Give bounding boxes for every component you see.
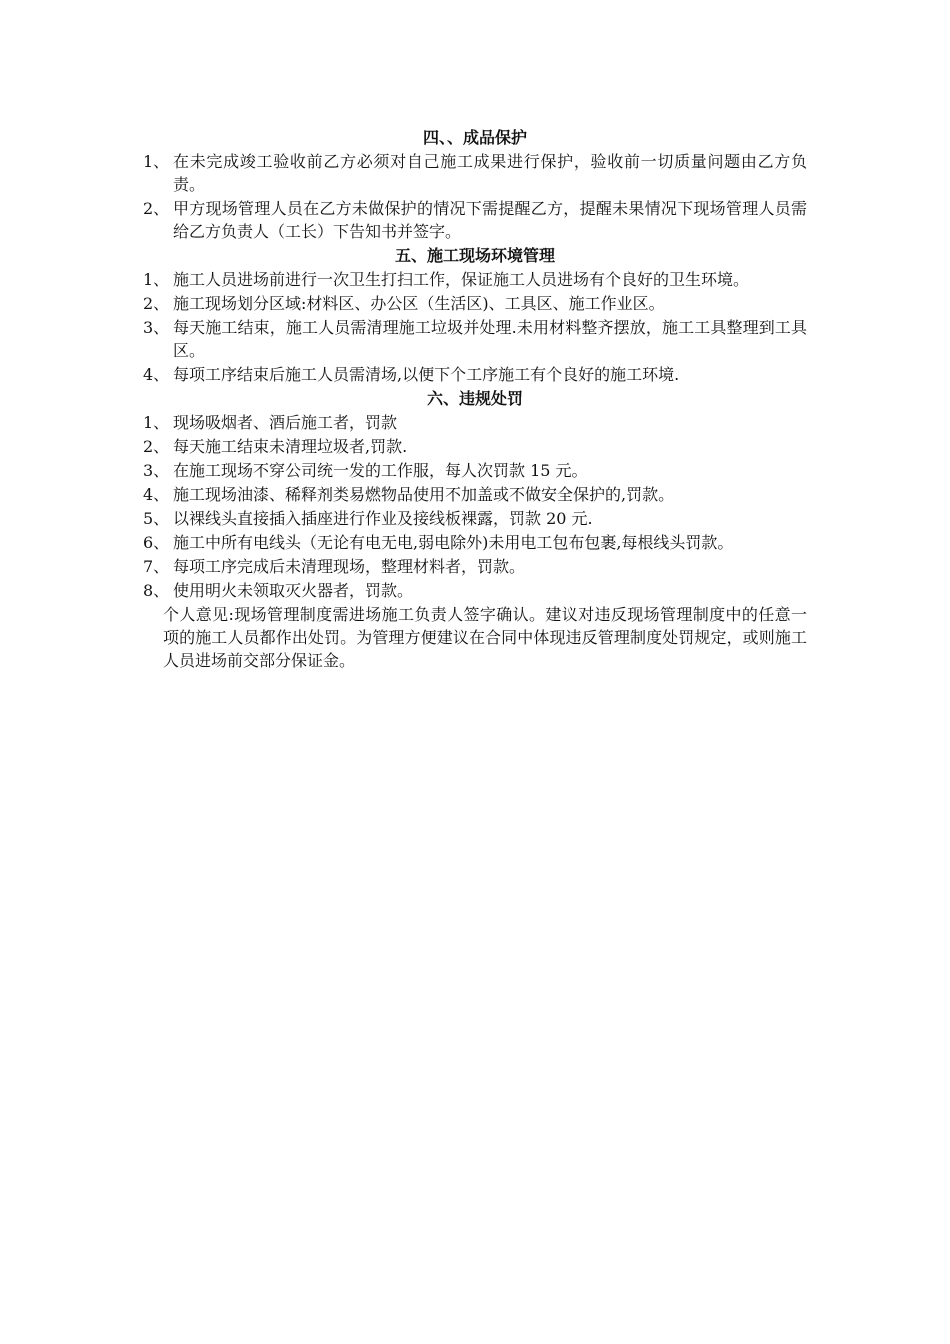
item-number: 4、 [143, 365, 170, 384]
item-text: 施工现场划分区域:材料区、办公区（生活区)、工具区、施工作业区。 [173, 294, 665, 313]
item-text: 现场吸烟者、酒后施工者，罚款 [173, 413, 398, 432]
list-item [143, 579, 807, 602]
list-item [143, 363, 807, 386]
section-title: 五、施工现场环境管理 [394, 246, 555, 265]
item-text: 每天施工结束，施工人员需清理施工垃圾并处理.未用材料整齐摆放，施工工具整理到工具区。 [173, 318, 807, 360]
list-item [143, 531, 807, 554]
item-text: 在施工现场不穿公司统一发的工作服，每人次罚款 15 元。 [173, 461, 588, 480]
item-number: 1、 [143, 413, 170, 432]
section-site-environment [143, 244, 807, 386]
list-item [143, 150, 807, 196]
item-text: 每天施工结束未清理垃圾者,罚款. [173, 437, 408, 456]
list-item [143, 411, 807, 434]
item-text: 每项工序结束后施工人员需清场,以便下个工序施工有个良好的施工环境. [173, 365, 680, 384]
item-text: 甲方现场管理人员在乙方未做保护的情况下需提醒乙方，提醒未果情况下现场管理人员需给乙方负责人（工长）下告知书并签字。 [173, 199, 807, 241]
item-number: 5、 [143, 509, 170, 528]
document-page [143, 126, 807, 672]
item-text: 使用明火未领取灭火器者，罚款。 [173, 581, 414, 600]
item-number: 3、 [143, 461, 170, 480]
section-title: 六、违规处罚 [426, 389, 523, 408]
list-item [143, 459, 807, 482]
item-number: 1、 [143, 152, 170, 171]
section-product-protection [143, 126, 807, 243]
list-item [143, 292, 807, 315]
list-item [143, 507, 807, 530]
item-number: 2、 [143, 199, 170, 218]
list-item [143, 555, 807, 578]
item-number: 7、 [143, 557, 170, 576]
list-item [143, 197, 807, 243]
list-item [143, 268, 807, 291]
section-violation-penalties [143, 387, 807, 602]
item-text: 在未完成竣工验收前乙方必须对自己施工成果进行保护，验收前一切质量问题由乙方负责。 [173, 152, 807, 194]
section-title: 四、、成品保护 [422, 128, 527, 147]
item-number: 8、 [143, 581, 170, 600]
item-text: 每项工序完成后未清理现场，整理材料者，罚款。 [173, 557, 526, 576]
item-number: 2、 [143, 294, 170, 313]
list-item [143, 435, 807, 458]
item-text: 施工中所有电线头（无论有电无电,弱电除外)未用电工包布包裹,每根线头罚款。 [173, 533, 734, 552]
item-text: 以裸线头直接插入插座进行作业及接线板裸露，罚款 20 元. [173, 509, 593, 528]
item-number: 1、 [143, 270, 170, 289]
item-number: 2、 [143, 437, 170, 456]
item-text: 施工人员进场前进行一次卫生打扫工作，保证施工人员进场有个良好的卫生环境。 [173, 270, 750, 289]
item-text: 施工现场油漆、稀释剂类易燃物品使用不加盖或不做安全保护的,罚款。 [173, 485, 675, 504]
list-item [143, 316, 807, 362]
list-item [143, 483, 807, 506]
item-number: 6、 [143, 533, 170, 552]
personal-opinion-paragraph: 个人意见:现场管理制度需进场施工负责人签字确认。建议对违反现场管理制度中的任意一项的施工人员都作出处罚。为管理方便建议在合同中体现违反管理制度处罚规定，或则施工人员进场前交部分保证金。 [163, 605, 807, 670]
item-number: 4、 [143, 485, 170, 504]
item-number: 3、 [143, 318, 170, 337]
